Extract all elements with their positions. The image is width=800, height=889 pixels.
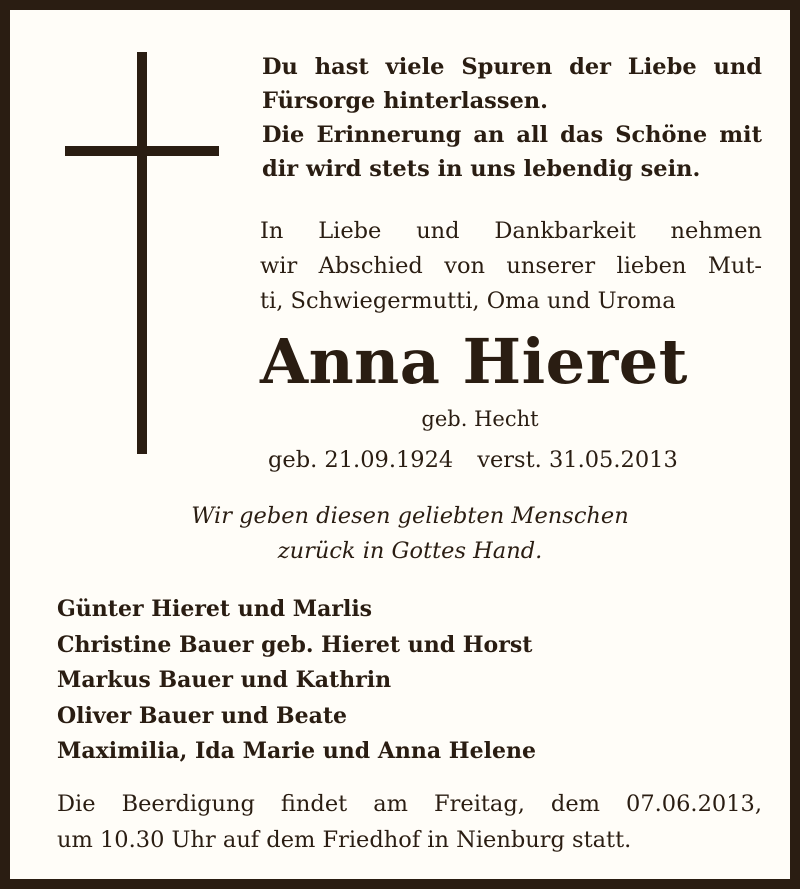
maiden-name: geb. Hecht [421, 407, 539, 431]
quote-line: Fürsorge hinterlassen. [262, 88, 548, 114]
mourning-family-list [57, 592, 536, 770]
memorial-verse [10, 499, 800, 569]
funeral-details [57, 786, 762, 858]
funeral-line: um 10.30 Uhr auf dem Friedhof in Nienburg statt. [57, 827, 632, 853]
intro-line: ti, Schwiegermutti, Oma und Uroma [260, 288, 676, 314]
opening-quote [262, 50, 762, 186]
birth-date: geb. 21.09.1924 [268, 447, 454, 473]
cross-horizontal-beam [65, 146, 219, 156]
family-member: Oliver Bauer und Beate [57, 702, 348, 729]
intro-line: wir Abschied von unserer lieben Mut- [260, 253, 762, 279]
cross-vertical-beam [137, 52, 147, 454]
family-member: Günter Hieret und Marlis [57, 596, 373, 622]
intro-line: In Liebe und Dankbarkeit nehmen [260, 218, 762, 244]
life-dates [268, 443, 678, 477]
verse-line: Wir geben diesen geliebten Menschen [191, 503, 629, 529]
death-date: verst. 31.05.2013 [477, 447, 678, 473]
quote-line: Du hast viele Spuren der Liebe und [262, 54, 762, 80]
farewell-intro [260, 214, 762, 319]
verse-line: zurück in Gottes Hand. [277, 538, 543, 564]
deceased-name: Anna Hieret [260, 325, 688, 398]
family-member: Christine Bauer geb. Hieret und Horst [57, 631, 533, 658]
quote-line: Die Erinnerung an all das Schöne mit [262, 122, 762, 148]
family-member: Markus Bauer und Kathrin [57, 667, 392, 693]
quote-line: dir wird stets in uns lebendig sein. [262, 156, 701, 182]
family-member: Maximilia, Ida Marie und Anna Helene [57, 738, 536, 764]
funeral-line: Die Beerdigung findet am Freitag, dem 07.06.2013, [57, 791, 762, 817]
